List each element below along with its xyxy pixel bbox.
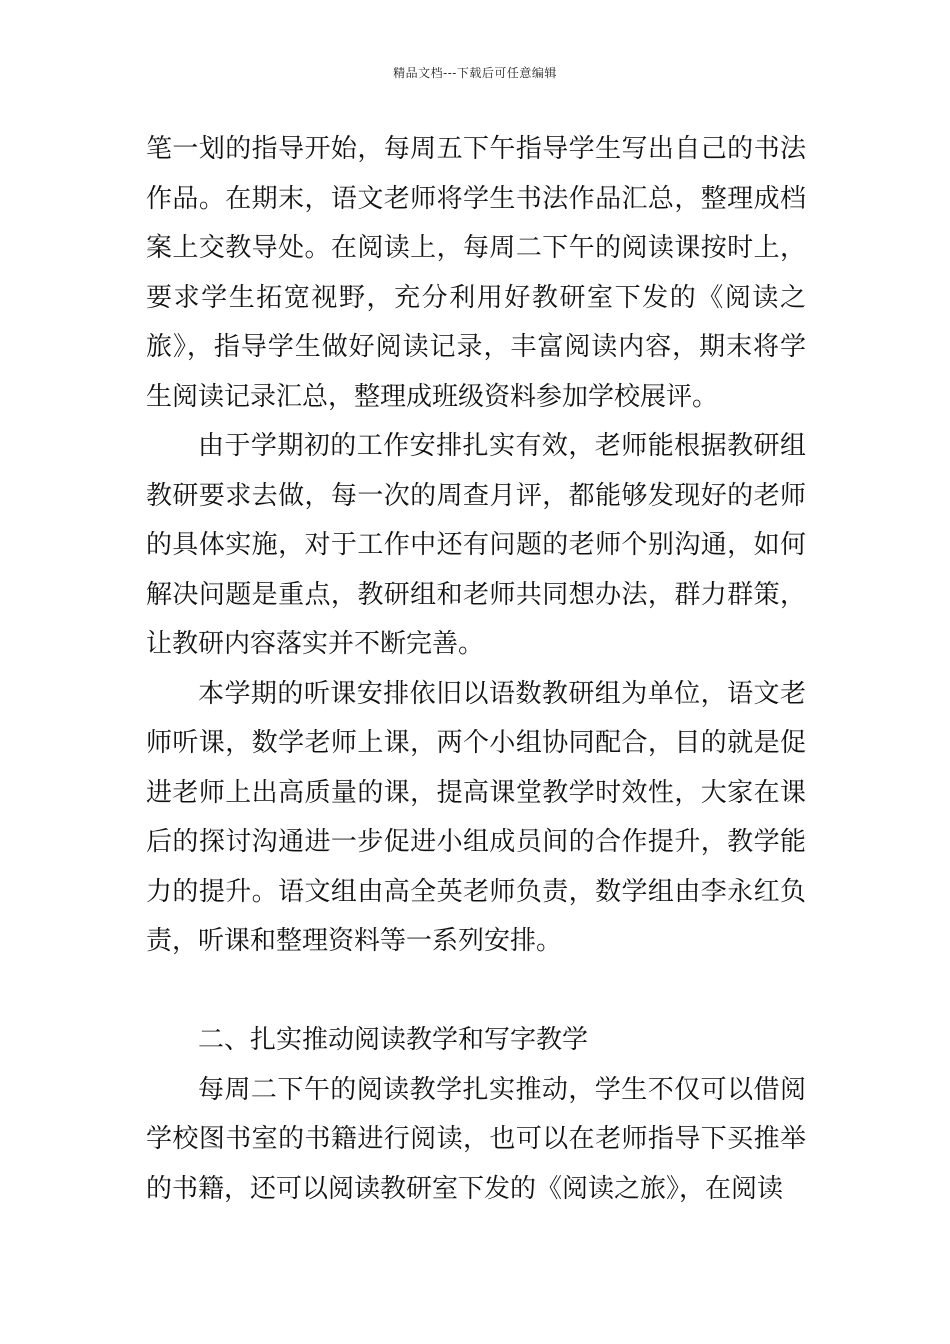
paragraph-calligraphy-reading: 笔一划的指导开始，每周五下午指导学生写出自己的书法作品。在期末，语文老师将学生书法作品汇总，整理成档案上交教导处。在阅读上，每周二下午的阅读课按时上，要求学生拓宽视野，充分利用好教研室下发的《阅读之旅》，指导学生做好阅读记录，丰富阅读内容，期末将学生阅读记录汇总，整理成班级资料参加学校展评。 [146,134,806,412]
paragraph-lesson-observation: 本学期的听课安排依旧以语数教研组为单位，语文老师听课，数学老师上课，两个小组协同配合，目的就是促进老师上出高质量的课，提高课堂教学时效性，大家在课后的探讨沟通进一步促进小组成员间的合作提升，教学能力的提升。语文组由高全英老师负责，数学组由李永红负责，听课和整理资料等一系列安排。 [146,678,806,956]
paragraph-work-arrangement: 由于学期初的工作安排扎实有效，老师能根据教研组教研要求去做，每一次的周查月评，都能够发现好的老师的具体实施，对于工作中还有问题的老师个别沟通，如何解决问题是重点，教研组和老师共同想办法，群力群策，让教研内容落实并不断完善。 [146,431,806,659]
document-body [146,125,806,1214]
section-heading-reading-writing: 二、扎实推动阅读教学和写字教学 [198,1025,589,1055]
paragraph-spacer [146,967,806,1017]
paragraph-reading-teaching: 每周二下午的阅读教学扎实推动，学生不仅可以借阅学校图书室的书籍进行阅读，也可以在老师指导下买推举的书籍，还可以阅读教研室下发的《阅读之旅》，在阅读 [146,1074,806,1204]
page-header: 精品文档---下载后可任意编辑 [393,66,557,80]
